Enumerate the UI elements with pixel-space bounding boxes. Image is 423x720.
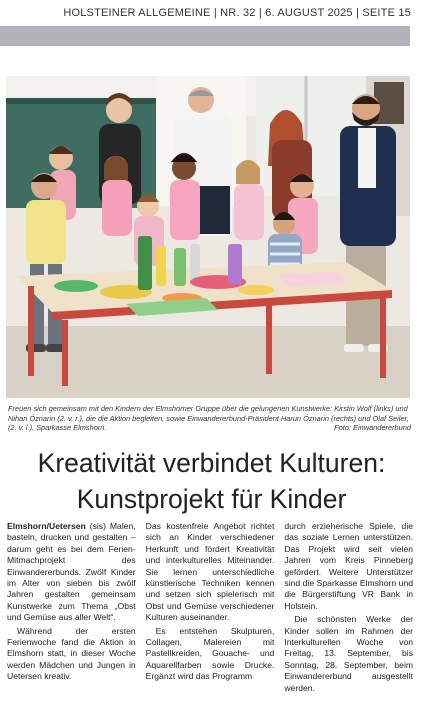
article-headline: [0, 445, 423, 517]
photo-credit: Foto: Einwandererbund: [334, 423, 411, 433]
paragraph: Das kostenfreie Angebot richtet sich an Kinder verschiedener Herkunft und fördert Kreativität und interkulturelles Miteinander. Sie lernen unterschiedliche künstlerische Techniken kennen und setzen sich spielerisch mit Obst und Gemüse verschiedener Kulturen auseinander.: [145, 521, 275, 623]
paragraph: [7, 521, 136, 624]
column-3: [284, 521, 413, 696]
photo-illustration: [6, 76, 410, 398]
caption-text: Freuen sich gemeinsam mit den Kindern der Elmshorner Gruppe über die gelungenen Kunstwerke: Kirstin Wolf (links) und Nihan Öznarin (2. v. r.), die die Aktion begleiten, sowie Einwandererbund-Präsident Harun Öznarin (rechts) und Olaf Seiler, (2. v. l.), Sparkasse Elmshorn.: [8, 404, 409, 433]
paragraph: Die schönsten Werke der Kinder sollen im Rahmen der Interkulturellen Woche von Freitag, 13. September, bis Sonntag, 28. September, beim Einwandererbund ausgestellt werden.: [284, 614, 414, 693]
article-body: [7, 521, 413, 696]
column-1: [7, 521, 136, 696]
article-photo: [6, 76, 410, 398]
photo-caption: [8, 404, 411, 433]
paragraph: Es entstehen Skulpturen, Collagen, Malereien mit Pastellkreiden, Gouache- und Aquarellfarben sowie Drucke. Ergänzt wird das Programm: [145, 625, 275, 682]
page-header: [0, 0, 423, 25]
paragraph: durch erzieherische Spiele, die das soziale Lernen unterstützen. Das Projekt wird seit vielen Jahren vom Kreis Pinneberg gefördert. Weitere Unterstützer sind die Sparkasse Elmshorn und die Bürgerstiftung VR Bank in Holstein.: [284, 521, 414, 611]
paragraph-text: (sis) Malen, basteln, drucken und gestalten – darum geht es bei dem Ferien-Mitmachprojekt des Einwandererbunds. Zwölf Kinder im Alter von sieben bis zwölf Jahren gestalten gemeinsam Kunstwerke zum Thema „Obst und Gemüse aus aller Welt“.: [7, 521, 136, 623]
headline-line-1: Kreativität verbindet Kulturen:: [37, 448, 386, 478]
masthead: HOLSTEINER ALLGEMEINE | NR. 32 | 6. AUGUST 2025 | SEITE 15: [63, 6, 411, 19]
paragraph: Während der ersten Ferienwoche fand die Aktion in Elmshorn statt, in dieser Woche werden Mädchen und Jungen in Uetersen kreativ.: [7, 625, 136, 682]
headline-line-2: Kunstprojekt für Kinder: [76, 484, 347, 514]
dateline: Elmshorn/Uetersen: [7, 521, 86, 531]
header-rule: [0, 26, 410, 46]
column-2: [146, 521, 275, 696]
